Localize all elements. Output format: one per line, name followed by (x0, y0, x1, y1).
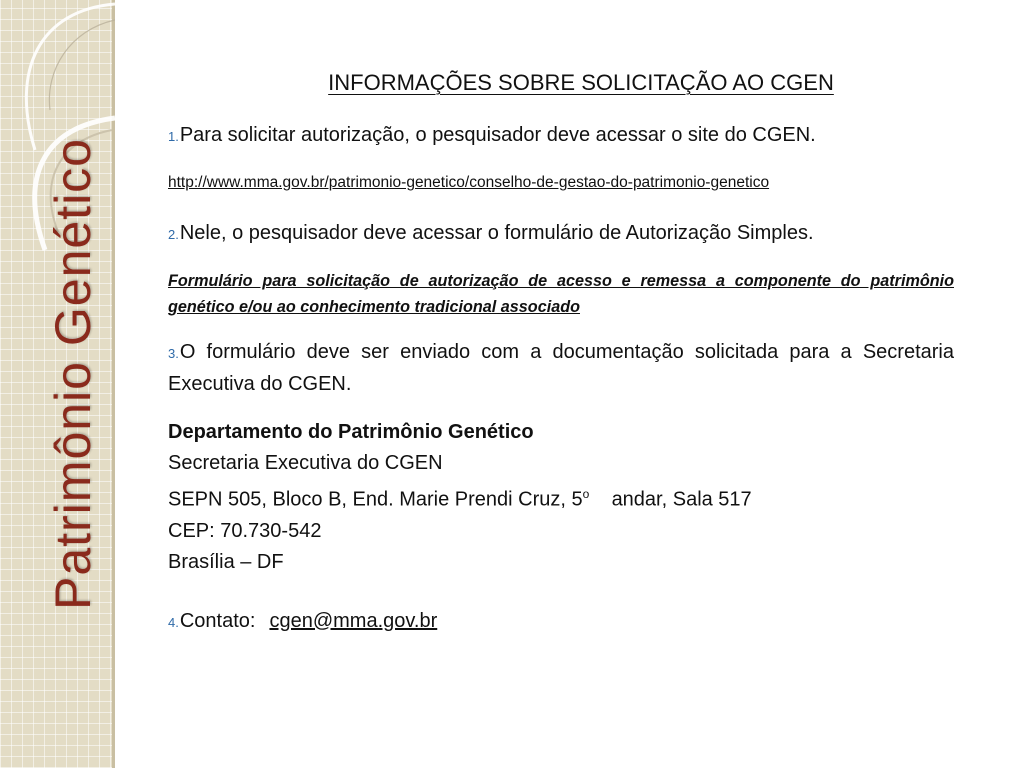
contact-label: Contato: (179, 609, 256, 632)
department-name: Departamento do Patrimônio Genético (168, 421, 534, 443)
street-address (168, 479, 954, 516)
city: Brasília – DF (168, 550, 284, 573)
contact-email-link[interactable]: cgen@mma.gov.br (269, 609, 438, 632)
list-item-4 (168, 606, 954, 638)
degree-mark: o (582, 487, 590, 501)
postal-code: CEP: 70.730-542 (168, 519, 322, 542)
address-block (168, 417, 954, 578)
list-item-text: O formulário deve ser enviado com a documentação solicitada para a Secretaria Executiva do CGEN. (168, 341, 954, 395)
street-rest: andar, Sala 517 (611, 488, 752, 511)
slide-content (168, 60, 954, 638)
vertical-section-title: Patrimônio Genético (45, 138, 101, 611)
list-number: 2. (168, 227, 179, 242)
list-item-3 (168, 337, 954, 399)
cgen-site-link-line (168, 168, 954, 198)
page-title: INFORMAÇÕES SOBRE SOLICITAÇÃO AO CGEN (328, 70, 834, 95)
list-number: 4. (168, 614, 179, 630)
cgen-site-link[interactable]: http://www.mma.gov.br/patrimonio-genetico/conselho-de-gestao-do-patrimonio-genetico (168, 174, 770, 191)
list-number: 3. (168, 346, 179, 361)
street-text: SEPN 505, Bloco B, End. Marie Prendi Cruz, 5 (168, 488, 583, 511)
list-item-text: Para solicitar autorização, o pesquisador deve acessar o site do CGEN. (179, 124, 816, 146)
secretariat-name: Secretaria Executiva do CGEN (168, 452, 443, 474)
list-number: 1. (168, 129, 179, 144)
list-item-text: Nele, o pesquisador deve acessar o formulário de Autorização Simples. (179, 222, 814, 244)
form-link[interactable]: Formulário para solicitação de autorização de acesso e remessa a componente do patrimônio genético e/ou ao conhecimento tradicional associado (168, 272, 954, 316)
list-item-2 (168, 218, 954, 250)
list-item-1 (168, 120, 954, 152)
